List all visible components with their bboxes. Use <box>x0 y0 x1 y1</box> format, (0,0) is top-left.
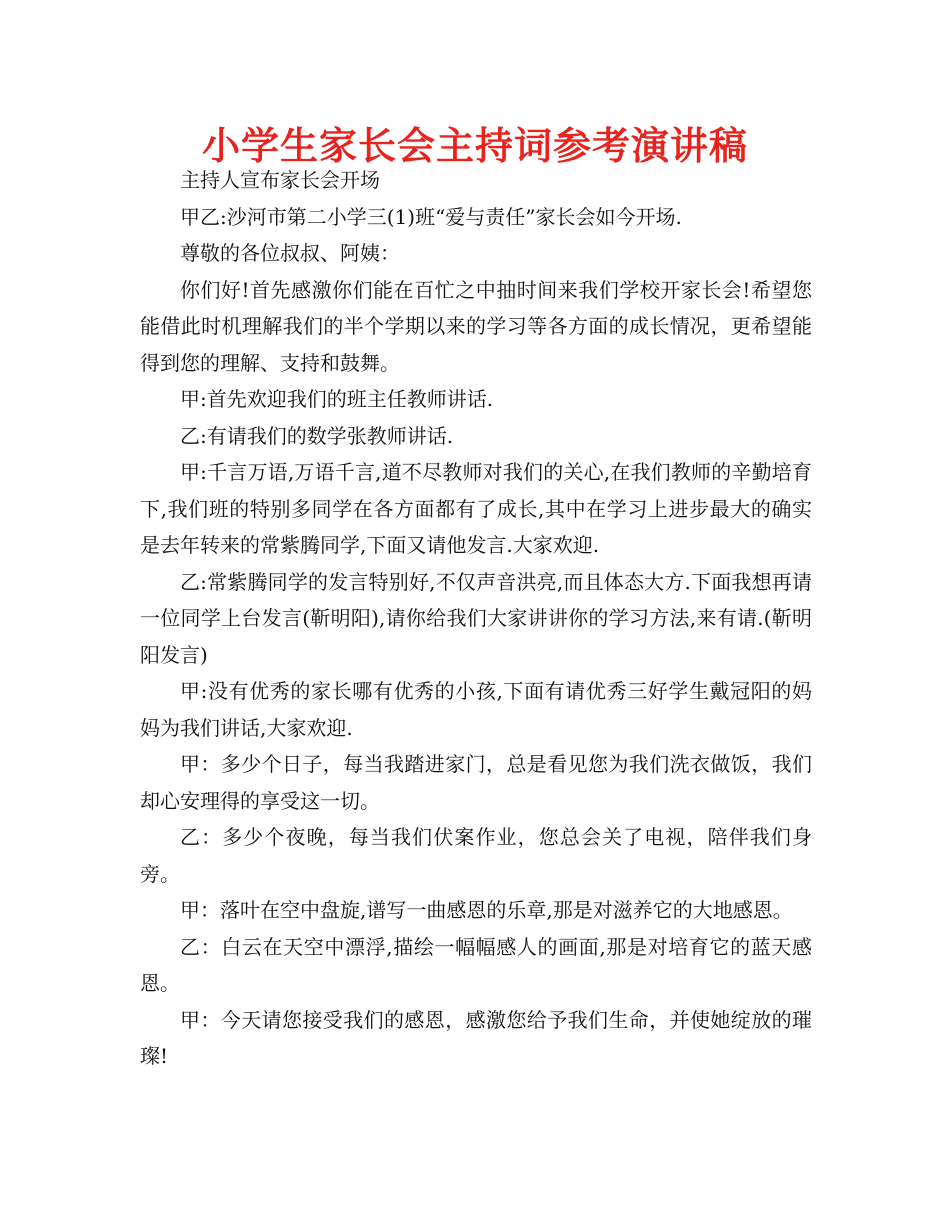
paragraph: 尊敬的各位叔叔、阿姨： <box>180 241 400 265</box>
paragraph: 甲：今天请您接受我们的感恩，感激您给予我们生命，并使她绽放的璀璨! <box>140 1007 812 1068</box>
paragraph: 甲:没有优秀的家长哪有优秀的小孩,下面有请优秀三好学生戴冠阳的妈妈为我们讲话,大家欢迎. <box>140 679 812 740</box>
document-title: 小学生家长会主持词参考演讲稿 <box>201 124 748 168</box>
paragraph: 甲：多少个日子，每当我踏进家门，总是看见您为我们洗衣做饭，我们却心安理得的享受这一切。 <box>140 752 812 813</box>
paragraph: 甲:千言万语,万语千言,道不尽教师对我们的关心,在我们教师的辛勤培育下,我们班的特别多同学在各方面都有了成长,其中在学习上进步最大的确实是去年转来的常紫腾同学,下面又请他发言.大家欢迎. <box>140 460 812 557</box>
paragraph: 乙：多少个夜晚，每当我们伏案作业，您总会关了电视，陪伴我们身旁。 <box>140 825 812 886</box>
paragraph: 甲:首先欢迎我们的班主任教师讲话. <box>180 387 494 411</box>
paragraph: 甲乙:沙河市第二小学三(1)班“爱与责任”家长会如今开场. <box>180 204 682 229</box>
paragraph: 甲：落叶在空中盘旋,谱写一曲感恩的乐章,那是对滋养它的大地感恩。 <box>180 898 793 922</box>
paragraph: 乙:有请我们的数学张教师讲话. <box>180 423 454 448</box>
document-body <box>140 162 812 1075</box>
paragraph: 乙:常紫腾同学的发言特别好,不仅声音洪亮,而且体态大方.下面我想再请一位同学上台发言(靳明阳),请你给我们大家讲讲你的学习方法,来有请.(靳明阳发言) <box>140 569 812 667</box>
paragraph: 你们好!首先感激你们能在百忙之中抽时间来我们学校开家长会!希望您能借此时机理解我们的半个学期以来的学习等各方面的成长情况，更希望能得到您的理解、支持和鼓舞。 <box>140 277 812 375</box>
paragraph: 主持人宣布家长会开场 <box>180 168 380 192</box>
paragraph: 乙：白云在天空中漂浮,描绘一幅幅感人的画面,那是对培育它的蓝天感恩。 <box>140 934 812 995</box>
